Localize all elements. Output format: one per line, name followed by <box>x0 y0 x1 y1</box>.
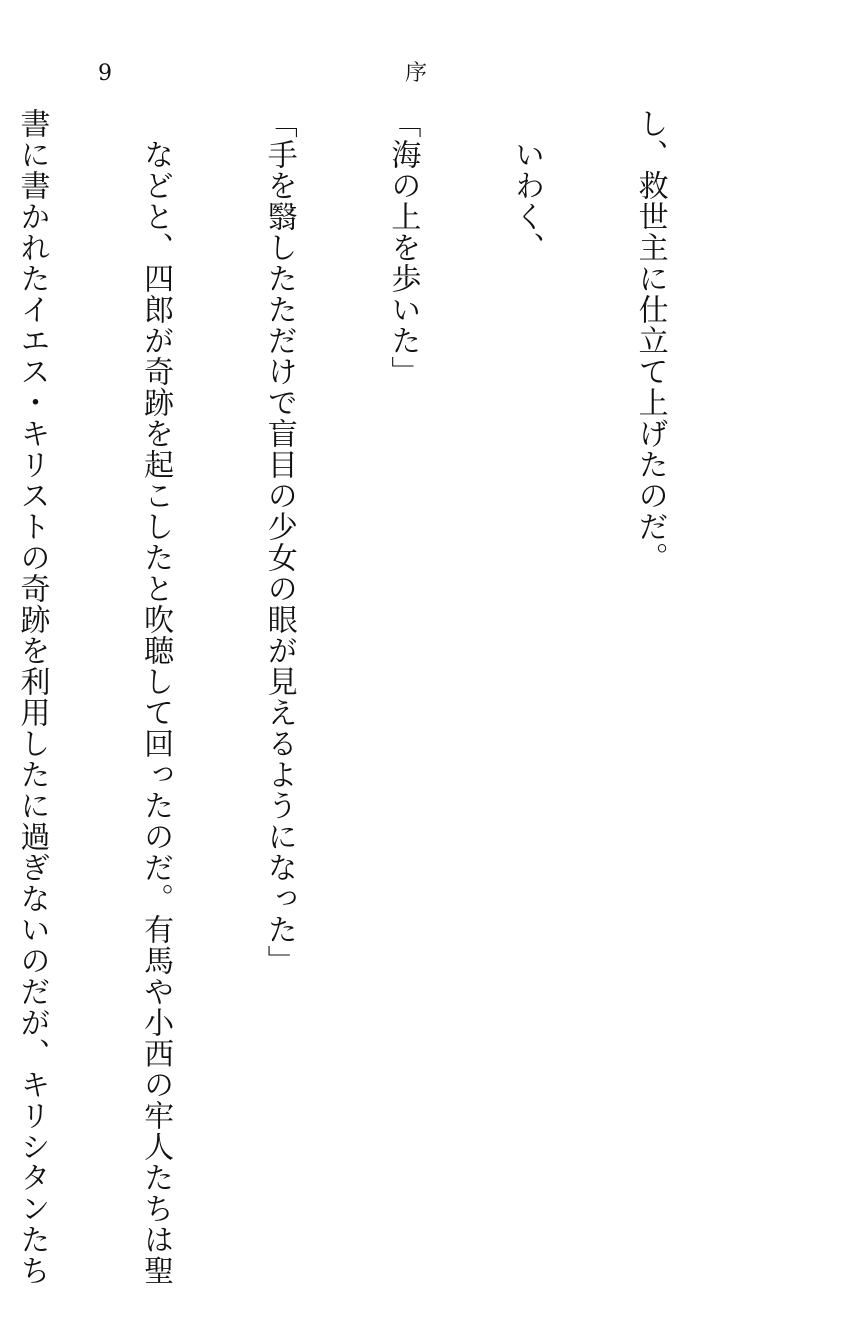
text-line: 書に書かれたイエス・キリストの奇跡を利用したに過ぎないのだが、キリシタンたち <box>14 108 50 1286</box>
text-line: し、救世主に仕立て上げたのだ。 <box>632 108 668 573</box>
text-line: などと、四郎が奇跡を起こしたと吹聴して回ったのだ。有馬や小西の牢人たちは聖 <box>138 108 174 1286</box>
page-number: 9 <box>98 61 112 86</box>
text-line: 「海の上を歩いた」 <box>385 108 421 387</box>
text-line: 「手を翳したただけで盲目の少女の眼が見えるようになった」 <box>261 108 297 976</box>
chapter-title: 序 <box>405 61 428 86</box>
body-text <box>0 108 753 1286</box>
text-line: いわく、 <box>508 108 544 263</box>
